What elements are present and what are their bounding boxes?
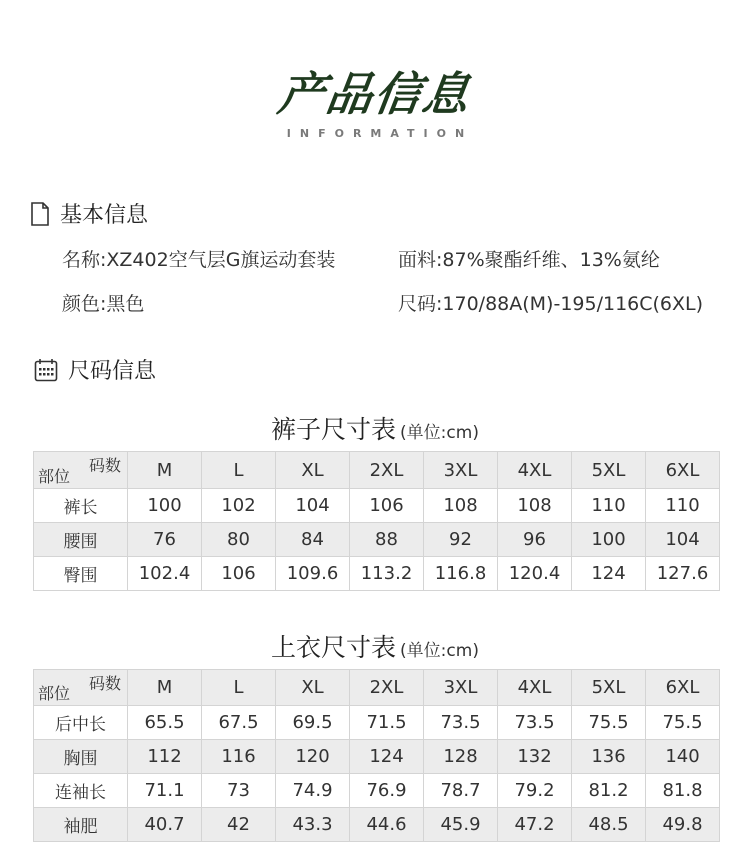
table-cell: 69.5: [276, 706, 350, 740]
table-cell: 76: [128, 523, 202, 557]
table-cell: 75.5: [646, 706, 720, 740]
row-label: 后中长: [34, 706, 128, 740]
table-cell: 40.7: [128, 808, 202, 842]
table-cell: 45.9: [424, 808, 498, 842]
table-cell: 100: [128, 489, 202, 523]
table-cell: 48.5: [572, 808, 646, 842]
table-cell: 116: [202, 740, 276, 774]
table-cell: 42: [202, 808, 276, 842]
table-cell: 113.2: [350, 557, 424, 591]
calendar-icon: [34, 358, 58, 382]
table-cell: 76.9: [350, 774, 424, 808]
table-cell: 104: [646, 523, 720, 557]
pants-table-title: [0, 410, 750, 446]
product-name: 名称:XZ402空气层G旗运动套装: [62, 249, 336, 271]
size-header: M: [128, 670, 202, 706]
row-label: 腰围: [34, 523, 128, 557]
table-cell: 116.8: [424, 557, 498, 591]
table-cell: 120: [276, 740, 350, 774]
table-corner-cell: [34, 452, 128, 489]
size-header: 4XL: [498, 670, 572, 706]
table-cell: 140: [646, 740, 720, 774]
table-cell: 128: [424, 740, 498, 774]
size-header: XL: [276, 452, 350, 489]
size-header: 3XL: [424, 670, 498, 706]
corner-size-label: 码数: [88, 456, 121, 475]
table-cell: 49.8: [646, 808, 720, 842]
top-table-title: [0, 628, 750, 664]
top-unit: (单位:cm): [400, 641, 479, 661]
table-cell: 47.2: [498, 808, 572, 842]
row-label: 胸围: [34, 740, 128, 774]
table-cell: 108: [498, 489, 572, 523]
table-row: [34, 523, 720, 557]
table-cell: 71.1: [128, 774, 202, 808]
table-cell: 43.3: [276, 808, 350, 842]
size-header: XL: [276, 670, 350, 706]
table-cell: 84: [276, 523, 350, 557]
table-cell: 100: [572, 523, 646, 557]
size-header: M: [128, 452, 202, 489]
basic-info-heading: [30, 198, 148, 229]
page-title: 产品信息: [274, 67, 475, 121]
product-size-range: 尺码:170/88A(M)-195/116C(6XL): [398, 293, 704, 315]
corner-part-label: 部位: [38, 684, 71, 703]
table-row: [34, 489, 720, 523]
table-cell: 104: [276, 489, 350, 523]
size-header: L: [202, 452, 276, 489]
table-cell: 120.4: [498, 557, 572, 591]
table-cell: 73.5: [424, 706, 498, 740]
page-subtitle: INFORMATION: [286, 127, 474, 140]
table-cell: 80: [202, 523, 276, 557]
table-header-row: [34, 670, 720, 706]
table-cell: 109.6: [276, 557, 350, 591]
size-header: 3XL: [424, 452, 498, 489]
table-cell: 132: [498, 740, 572, 774]
table-row: [34, 557, 720, 591]
document-icon: [30, 202, 50, 226]
table-cell: 71.5: [350, 706, 424, 740]
pants-unit: (单位:cm): [400, 423, 479, 443]
table-cell: 108: [424, 489, 498, 523]
size-header: 5XL: [572, 452, 646, 489]
table-cell: 78.7: [424, 774, 498, 808]
row-label: 袖肥: [34, 808, 128, 842]
product-fabric: 面料:87%聚酯纤维、13%氨纶: [398, 249, 660, 271]
size-header: 4XL: [498, 452, 572, 489]
table-cell: 124: [572, 557, 646, 591]
table-cell: 92: [424, 523, 498, 557]
table-row: [34, 808, 720, 842]
table-cell: 96: [498, 523, 572, 557]
table-cell: 106: [202, 557, 276, 591]
table-cell: 75.5: [572, 706, 646, 740]
table-cell: 79.2: [498, 774, 572, 808]
table-cell: 73: [202, 774, 276, 808]
table-cell: 102.4: [128, 557, 202, 591]
pants-size-table: [33, 451, 720, 591]
row-label: 连袖长: [34, 774, 128, 808]
size-header: 5XL: [572, 670, 646, 706]
basic-info-title: 基本信息: [60, 203, 149, 228]
table-cell: 81.2: [572, 774, 646, 808]
table-row: [34, 740, 720, 774]
table-cell: 73.5: [498, 706, 572, 740]
size-header: 2XL: [350, 670, 424, 706]
table-cell: 74.9: [276, 774, 350, 808]
size-header: 2XL: [350, 452, 424, 489]
table-cell: 81.8: [646, 774, 720, 808]
row-label: 臀围: [34, 557, 128, 591]
table-cell: 106: [350, 489, 424, 523]
size-header: 6XL: [646, 452, 720, 489]
top-size-table: [33, 669, 720, 842]
table-cell: 127.6: [646, 557, 720, 591]
size-info-heading: [34, 354, 156, 385]
table-cell: 110: [572, 489, 646, 523]
table-header-row: [34, 452, 720, 489]
pants-title-text: 裤子尺寸表: [271, 415, 397, 444]
table-cell: 102: [202, 489, 276, 523]
table-row: [34, 706, 720, 740]
corner-part-label: 部位: [38, 467, 71, 486]
table-row: [34, 774, 720, 808]
table-cell: 110: [646, 489, 720, 523]
table-cell: 124: [350, 740, 424, 774]
table-cell: 65.5: [128, 706, 202, 740]
corner-size-label: 码数: [88, 674, 121, 693]
product-color: 颜色:黑色: [62, 293, 145, 315]
table-cell: 136: [572, 740, 646, 774]
size-info-title: 尺码信息: [68, 359, 157, 384]
table-cell: 88: [350, 523, 424, 557]
top-title-text: 上衣尺寸表: [271, 633, 397, 662]
row-label: 裤长: [34, 489, 128, 523]
size-header: L: [202, 670, 276, 706]
table-cell: 44.6: [350, 808, 424, 842]
table-cell: 112: [128, 740, 202, 774]
table-corner-cell: [34, 670, 128, 706]
table-cell: 67.5: [202, 706, 276, 740]
size-header: 6XL: [646, 670, 720, 706]
